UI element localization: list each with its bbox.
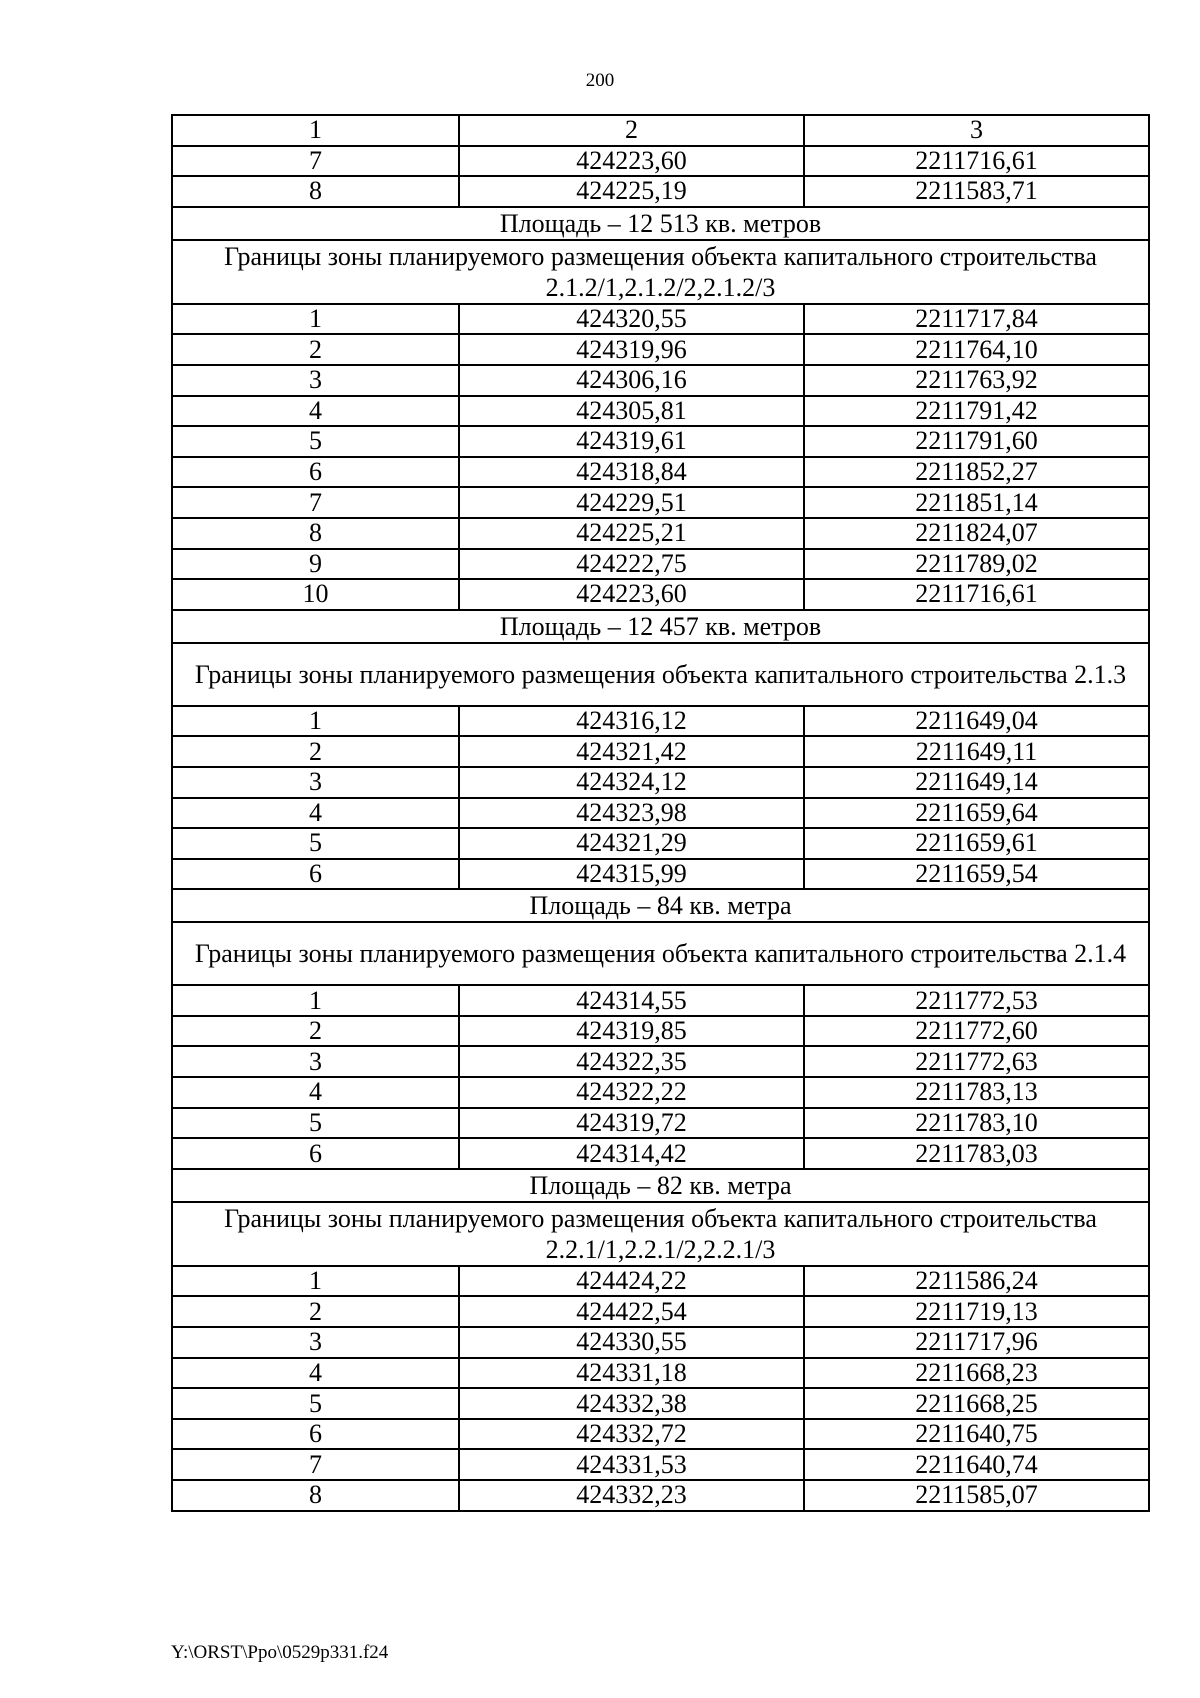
table-row [172,1266,1149,1297]
table-row [172,365,1149,396]
y-coordinate-cell: 2211783,10 [804,1108,1149,1139]
table-row [172,1108,1149,1139]
header-cell-y: 3 [804,115,1149,146]
table-row [172,304,1149,335]
point-number-cell: 4 [172,798,459,829]
zone-title-row [172,240,1149,304]
x-coordinate-cell: 424332,72 [459,1419,804,1450]
table-row [172,1358,1149,1389]
x-coordinate-cell: 424314,55 [459,985,804,1016]
zone-title-row [172,643,1149,706]
y-coordinate-cell: 2211649,14 [804,767,1149,798]
y-coordinate-cell: 2211717,96 [804,1327,1149,1358]
point-number-cell: 4 [172,396,459,427]
point-number-cell: 1 [172,1266,459,1297]
area-row [172,207,1149,240]
point-number-cell: 6 [172,1419,459,1450]
x-coordinate-cell: 424305,81 [459,396,804,427]
x-coordinate-cell: 424319,61 [459,426,804,457]
point-number-cell: 8 [172,176,459,207]
x-coordinate-cell: 424316,12 [459,706,804,737]
point-number-cell: 7 [172,146,459,177]
y-coordinate-cell: 2211851,14 [804,487,1149,518]
point-number-cell: 5 [172,426,459,457]
y-coordinate-cell: 2211764,10 [804,334,1149,365]
y-coordinate-cell: 2211852,27 [804,457,1149,488]
point-number-cell: 9 [172,549,459,580]
area-row [172,889,1149,922]
table-row [172,549,1149,580]
x-coordinate-cell: 424324,12 [459,767,804,798]
point-number-cell: 8 [172,518,459,549]
x-coordinate-cell: 424314,42 [459,1138,804,1169]
page-number: 200 [585,70,615,91]
x-coordinate-cell: 424322,22 [459,1077,804,1108]
y-coordinate-cell: 2211649,04 [804,706,1149,737]
x-coordinate-cell: 424332,23 [459,1480,804,1511]
x-coordinate-cell: 424332,38 [459,1388,804,1419]
file-path-footer: Y:\ORST\Ppo\0529p331.f24 [171,1642,389,1663]
x-coordinate-cell: 424225,19 [459,176,804,207]
table-row [172,985,1149,1016]
zone-title-row [172,1202,1149,1266]
y-coordinate-cell: 2211791,42 [804,396,1149,427]
zone-title: Границы зоны планируемого размещения объекта капитального строительства 2.1.2/1,2.1.2/2,2.1.2/3 [172,240,1149,304]
point-number-cell: 4 [172,1077,459,1108]
point-number-cell: 6 [172,859,459,890]
y-coordinate-cell: 2211772,53 [804,985,1149,1016]
point-number-cell: 2 [172,334,459,365]
zone-title: Границы зоны планируемого размещения объекта капитального строительства 2.1.4 [172,922,1149,985]
point-number-cell: 2 [172,1296,459,1327]
x-coordinate-cell: 424229,51 [459,487,804,518]
table-row [172,457,1149,488]
table-row [172,579,1149,610]
coordinates-table-body [172,115,1149,1511]
x-coordinate-cell: 424321,29 [459,828,804,859]
x-coordinate-cell: 424319,85 [459,1016,804,1047]
coordinates-table [171,114,1150,1512]
x-coordinate-cell: 424223,60 [459,579,804,610]
y-coordinate-cell: 2211659,61 [804,828,1149,859]
table-row [172,1046,1149,1077]
table-row [172,859,1149,890]
point-number-cell: 7 [172,487,459,518]
y-coordinate-cell: 2211586,24 [804,1266,1149,1297]
x-coordinate-cell: 424223,60 [459,146,804,177]
point-number-cell: 1 [172,706,459,737]
area-value: Площадь – 12 513 кв. метров [172,207,1149,240]
x-coordinate-cell: 424222,75 [459,549,804,580]
y-coordinate-cell: 2211783,03 [804,1138,1149,1169]
x-coordinate-cell: 424306,16 [459,365,804,396]
y-coordinate-cell: 2211659,54 [804,859,1149,890]
point-number-cell: 3 [172,1327,459,1358]
y-coordinate-cell: 2211668,23 [804,1358,1149,1389]
x-coordinate-cell: 424323,98 [459,798,804,829]
point-number-cell: 5 [172,828,459,859]
table-row [172,1327,1149,1358]
x-coordinate-cell: 424424,22 [459,1266,804,1297]
y-coordinate-cell: 2211659,64 [804,798,1149,829]
x-coordinate-cell: 424320,55 [459,304,804,335]
y-coordinate-cell: 2211640,75 [804,1419,1149,1450]
y-coordinate-cell: 2211585,07 [804,1480,1149,1511]
y-coordinate-cell: 2211716,61 [804,579,1149,610]
y-coordinate-cell: 2211763,92 [804,365,1149,396]
point-number-cell: 6 [172,457,459,488]
point-number-cell: 3 [172,1046,459,1077]
x-coordinate-cell: 424315,99 [459,859,804,890]
x-coordinate-cell: 424225,21 [459,518,804,549]
x-coordinate-cell: 424319,72 [459,1108,804,1139]
x-coordinate-cell: 424331,53 [459,1449,804,1480]
y-coordinate-cell: 2211772,63 [804,1046,1149,1077]
point-number-cell: 1 [172,304,459,335]
point-number-cell: 10 [172,579,459,610]
table-row [172,828,1149,859]
table-row [172,1388,1149,1419]
point-number-cell: 6 [172,1138,459,1169]
point-number-cell: 5 [172,1108,459,1139]
table-row [172,736,1149,767]
table-row [172,518,1149,549]
y-coordinate-cell: 2211791,60 [804,426,1149,457]
point-number-cell: 7 [172,1449,459,1480]
point-number-cell: 8 [172,1480,459,1511]
table-row [172,767,1149,798]
point-number-cell: 2 [172,1016,459,1047]
y-coordinate-cell: 2211772,60 [804,1016,1149,1047]
table-row [172,334,1149,365]
y-coordinate-cell: 2211716,61 [804,146,1149,177]
table-row [172,1016,1149,1047]
table-row [172,176,1149,207]
zone-title-row [172,922,1149,985]
y-coordinate-cell: 2211583,71 [804,176,1149,207]
table-row [172,426,1149,457]
x-coordinate-cell: 424318,84 [459,457,804,488]
point-number-cell: 3 [172,767,459,798]
table-row [172,146,1149,177]
x-coordinate-cell: 424422,54 [459,1296,804,1327]
header-cell-point: 1 [172,115,459,146]
table-row [172,396,1149,427]
y-coordinate-cell: 2211824,07 [804,518,1149,549]
header-row [172,115,1149,146]
y-coordinate-cell: 2211649,11 [804,736,1149,767]
table-row [172,1419,1149,1450]
table-row [172,1077,1149,1108]
point-number-cell: 2 [172,736,459,767]
table-row [172,487,1149,518]
x-coordinate-cell: 424319,96 [459,334,804,365]
area-value: Площадь – 12 457 кв. метров [172,610,1149,643]
zone-title: Границы зоны планируемого размещения объекта капитального строительства 2.2.1/1,2.2.1/2,2.2.1/3 [172,1202,1149,1266]
y-coordinate-cell: 2211719,13 [804,1296,1149,1327]
point-number-cell: 4 [172,1358,459,1389]
table-row [172,1296,1149,1327]
header-cell-x: 2 [459,115,804,146]
point-number-cell: 1 [172,985,459,1016]
x-coordinate-cell: 424331,18 [459,1358,804,1389]
x-coordinate-cell: 424321,42 [459,736,804,767]
zone-title: Границы зоны планируемого размещения объекта капитального строительства 2.1.3 [172,643,1149,706]
y-coordinate-cell: 2211789,02 [804,549,1149,580]
x-coordinate-cell: 424330,55 [459,1327,804,1358]
y-coordinate-cell: 2211783,13 [804,1077,1149,1108]
table-row [172,1480,1149,1511]
y-coordinate-cell: 2211668,25 [804,1388,1149,1419]
area-row [172,1169,1149,1202]
point-number-cell: 3 [172,365,459,396]
table-row [172,798,1149,829]
y-coordinate-cell: 2211717,84 [804,304,1149,335]
area-value: Площадь – 84 кв. метра [172,889,1149,922]
table-row [172,706,1149,737]
table-row [172,1449,1149,1480]
area-row [172,610,1149,643]
table-row [172,1138,1149,1169]
y-coordinate-cell: 2211640,74 [804,1449,1149,1480]
area-value: Площадь – 82 кв. метра [172,1169,1149,1202]
point-number-cell: 5 [172,1388,459,1419]
x-coordinate-cell: 424322,35 [459,1046,804,1077]
